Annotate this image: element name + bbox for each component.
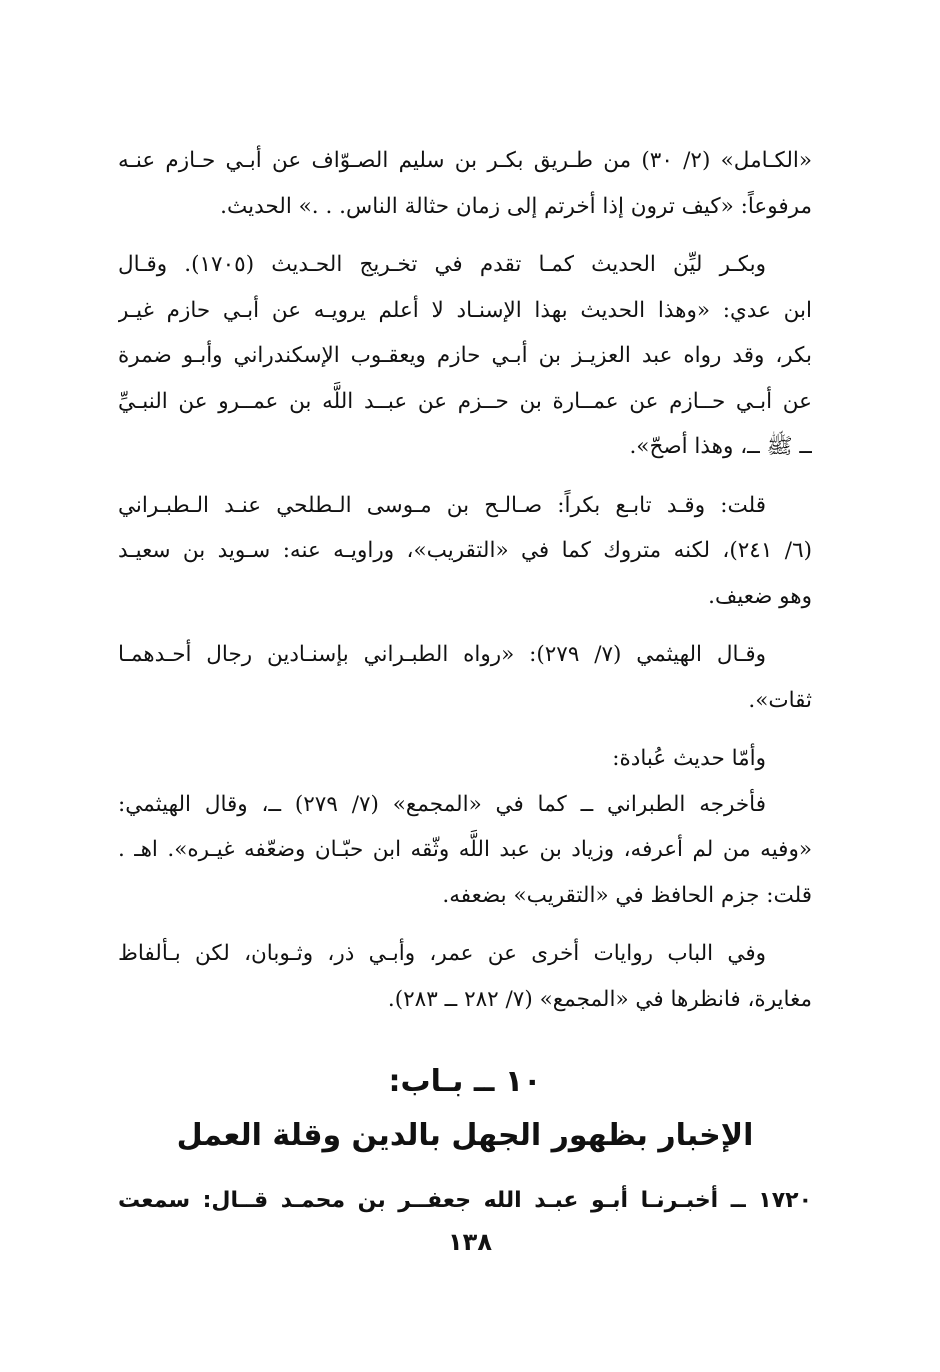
- chapter-heading: [118, 1056, 812, 1164]
- paragraph-5: [118, 736, 812, 918]
- text-line: وأمّا حديث عُبادة:: [612, 746, 766, 771]
- paragraph-3: [118, 483, 812, 620]
- text-line: قلت: وقـد تابـع بكراً: صـالـح بن مـوسى الـطلحي عنـد الـطبـراني: [118, 492, 766, 518]
- paragraph-1: [118, 138, 812, 229]
- text-line: (٦/ ٢٤١)، لكنه متروك كما في «التقريب»، وراويـه عنه: سـويد بن سعيـد: [118, 538, 812, 563]
- text-line: وهو ضعيف.: [708, 583, 812, 609]
- text-line: مرفوعاً: «كيف ترون إذا أخرتم إلى زمان حثالة الناس. . .» الحديث.: [220, 193, 812, 219]
- text-line: وبكـر ليِّن الحديث كمـا تقدم في تخـريج الحـديث (١٧٠٥). وقـال: [118, 252, 766, 277]
- hadith-heading: ١٧٢٠ ــ أخبـرنـا أبـو عبـد الله جعفــر بن محمـد قــال: سمعت: [118, 1188, 812, 1213]
- chapter-title: الإخبار بظهور الجهل بالدين وقلة العمل: [176, 1118, 754, 1153]
- text-line: ابن عدي: «وهذا الحديث بهذا الإسنـاد لا أعلم يرويـه عن أبـي حازم غيـر: [118, 297, 812, 323]
- text-line: وفي الباب روايات أخرى عن عمر، وأبـي ذر، وثـوبان، لكن بـألفاظ: [118, 941, 766, 966]
- text-line: «وفيه من لم أعرفه، وزياد بن عبد اللَّه وثّقه ابن حبّـان وضعّفه غيـره». اهـ .: [118, 837, 812, 862]
- chapter-number: ١٠ ــ بـاب:: [388, 1064, 542, 1099]
- text-line: ــ ﷺ ــ، وهذا أصحّ».: [629, 434, 812, 459]
- text-line: عن أبـي حــازم عن عمــارة بن حــزم عن عبــد اللَّه بن عمــرو عن النبـيِّ: [118, 388, 812, 414]
- page-number: ١٣٨: [448, 1228, 492, 1256]
- text-line: مغايرة، فانظرها في «المجمع» (٧/ ٢٨٢ ــ ٢٨٣).: [387, 986, 812, 1012]
- page-body: [118, 138, 812, 1224]
- paragraph-2: [118, 242, 812, 470]
- text-line: قلت: جزم الحافظ في «التقريب» بضعفه.: [442, 882, 812, 908]
- text-line: فأخرجه الطبراني ــ كما في «المجمع» (٧/ ٢٧٩) ــ، وقال الهيثمي:: [118, 791, 767, 817]
- paragraph-6: [118, 931, 812, 1022]
- text-line: «الكـامل» (٢/ ٣٠) من طـريق بكـر بن سليم الصـوّاف عن أبـي حـازم عنـه: [118, 148, 812, 173]
- text-line: بكر، وقد رواه عبد العزيـز بن أبـي حازم ويعقـوب الإسكندراني وأبـو ضمرة: [118, 343, 812, 368]
- text-line: وقـال الهيثمي (٧/ ٢٧٩): «رواه الطبـراني بإسنـادين رجال أحـدهمـا: [118, 642, 766, 667]
- paragraph-4: [118, 632, 812, 723]
- text-line: ثقات».: [748, 687, 812, 713]
